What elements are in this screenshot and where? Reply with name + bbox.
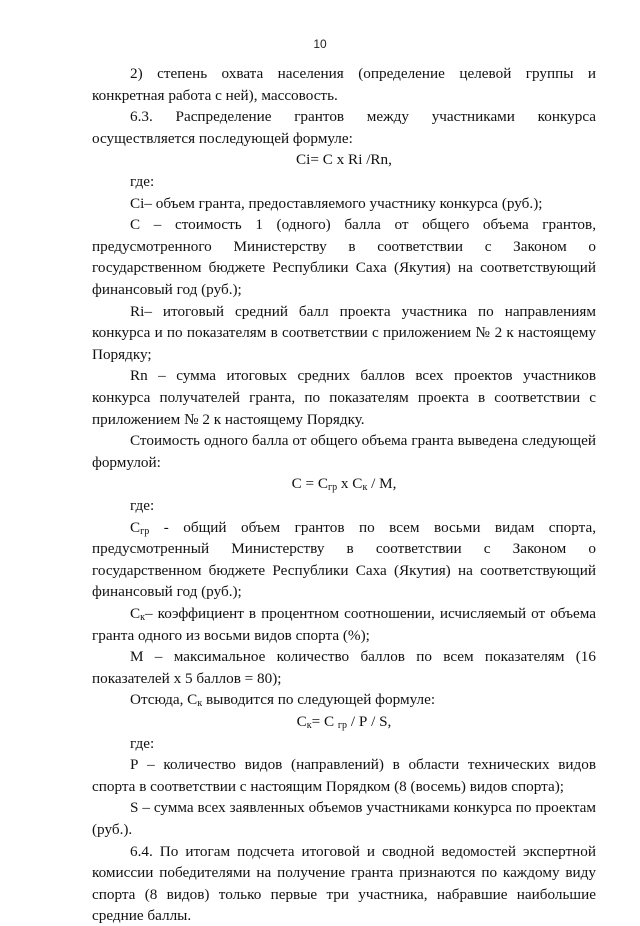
text-line: 2) степень охвата населения (определение целевой группы и [130,65,596,82]
text-line: 6.4. По итогам подсчета итоговой и сводной ведомостей экспертной [130,842,596,860]
text-line: 6.3. Распределение грантов между участниками конкурса [130,108,596,126]
text-line: показателей х 5 баллов = 80); [92,669,282,687]
text-line: где: [130,497,155,514]
text-line: Ci– объем гранта, предоставляемого участнику конкурса (руб.); [130,194,543,212]
formula: $С_к= С$ $_{гр}$ / Р / S, [296,713,392,731]
text-line: государственном бюджете Республики Саха (Якутия) на соответствующий [92,561,596,579]
text-line: Порядку; [92,345,152,363]
text-line: $С_к-$ коэффициент в процентном соотношении, исчисляемый от объема [130,605,596,623]
text-line: государственном бюджете Республики Саха (Якутия) на соответствующий [92,259,596,277]
text-line: конкурса и по показателям в соответствии с приложением № 2 к настоящему [92,324,596,342]
text-line: комиссии победителями на получение гранта признаются по каждому виду [92,864,596,882]
text-line: (руб.). [92,821,133,838]
text-line: С – стоимость 1 (одного) балла от общего объема грантов, [130,216,596,234]
text-line: Rn – сумма итоговых средних баллов всех проектов участников [130,367,596,385]
text-line: Стоимость одного балла от общего объема гранта выведена следующей [130,432,596,450]
text-line: Р – количество видов (направлений) в области технических видов [130,756,596,774]
text-line: предусмотренного Министерству в соответствии с Законом о [92,237,596,255]
text-line: формулой: [92,453,161,471]
text-line: осуществляется последующей формуле: [92,129,353,147]
text-line: приложением № 2 к настоящему Порядку. [92,410,365,428]
text-line: предусмотренный Министерству в соответствии с Законом о [92,540,596,558]
page-number: 10 [313,37,327,51]
text-line: финансовый год (руб.); [92,583,242,601]
text-line: где: [130,734,155,752]
text-line: М – максимальное количество баллов по всем показателям (16 [130,648,596,666]
text-line: спорта (8 видов) только первые три участника, набравшие наибольшие [92,885,596,903]
text-line: конкурса получателей гранта, по показателям проекта в соответствии с [92,389,596,406]
formula: Ci= С x Ri /Rn, [296,151,392,169]
text-line: Отсюда, $С_к$ выводится по следующей формуле: [130,691,436,710]
text-line: конкретная работа с ней), массовость. [92,86,338,104]
text-line: гранта одного из восьми видов спорта (%); [92,626,370,644]
text-line: где: [130,173,155,190]
text-line: Ri– итоговый средний балл проекта участника по направлениям [130,302,596,320]
formula: $С = С_{гр}$ x $С_к$ / М, [291,475,397,494]
text-line: S – сумма всех заявленных объемов участниками конкурса по проектам [130,799,596,817]
text-line: финансовый год (руб.); [92,281,242,298]
text-line: $С_{гр}$ - общий объем грантов по всем восьми видам спорта, [130,518,596,537]
text-line: средние баллы. [92,907,192,925]
text-line: спорта в соответствии с настоящим Порядком (8 (восемь) видов спорта); [92,777,564,795]
